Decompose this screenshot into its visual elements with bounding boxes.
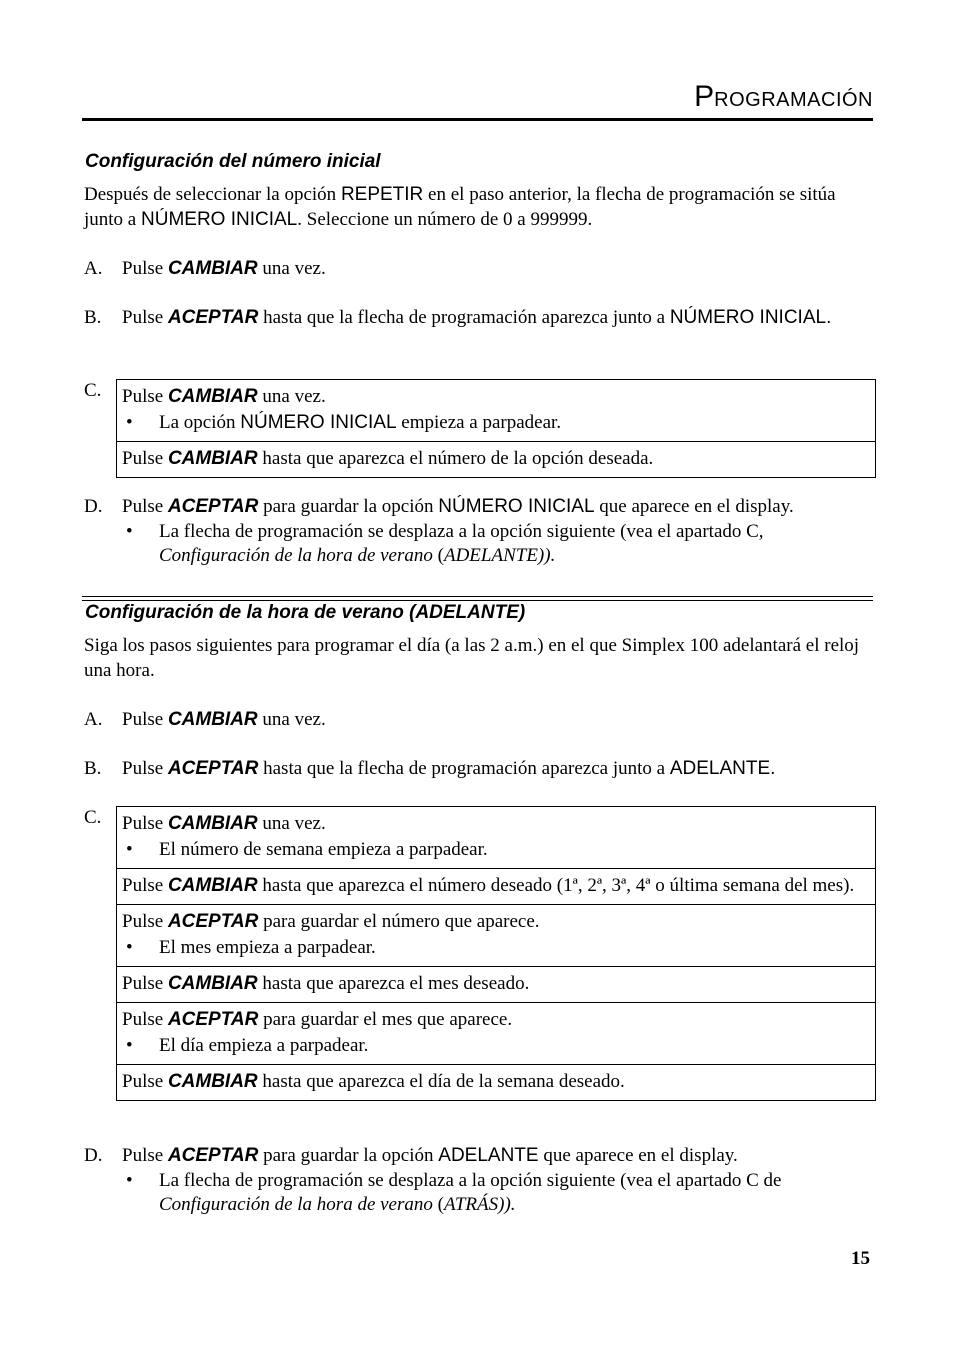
list-item: • El número de semana empieza a parpadear. [122, 837, 872, 863]
section1-step-c-label: C. [84, 380, 102, 401]
box-row: Pulse ACEPTAR para guardar el mes que aparece. • El día empieza a parpadear. [117, 1002, 875, 1064]
section2-step-c-box [116, 806, 876, 1101]
box-row: Pulse ACEPTAR para guardar el número que aparece. • El mes empieza a parpadear. [117, 904, 875, 966]
section1-step-b: B. Pulse ACEPTAR hasta que la flecha de programación aparezca junto a NÚMERO INICIAL. [84, 307, 832, 328]
section2-heading: Configuración de la hora de verano (ADELANTE) [85, 602, 526, 623]
box-row: Pulse CAMBIAR hasta que aparezca el día de la semana deseado. [117, 1064, 875, 1100]
section2-intro: Siga los pasos siguientes para programar el día (a las 2 a.m.) en el que Simplex 100 adelantará el reloj una hora. [84, 635, 860, 681]
section2-step-b: B. Pulse ACEPTAR hasta que la flecha de programación aparezca junto a ADELANTE. [84, 758, 776, 779]
list-item: • La flecha de programación se desplaza a la opción siguiente (vea el apartado C de Configuración de la hora de verano (ATRÁS)). [122, 1169, 874, 1218]
list-item: • La opción NÚMERO INICIAL empieza a parpadear. [122, 410, 872, 436]
box-row: Pulse CAMBIAR una vez. • La opción NÚMERO INICIAL empieza a parpadear. [117, 380, 875, 441]
section1-step-a: A. Pulse CAMBIAR una vez. [84, 258, 326, 279]
page-number: 15 [851, 1248, 870, 1269]
page-header [82, 80, 873, 121]
list-item: • El día empieza a parpadear. [122, 1033, 872, 1059]
box-row: Pulse CAMBIAR hasta que aparezca el número deseado (1ª, 2ª, 3ª, 4ª o última semana del mes). [117, 868, 875, 904]
box-row: Pulse CAMBIAR una vez. • El número de semana empieza a parpadear. [117, 807, 875, 868]
keyword-aceptar: ACEPTAR [167, 307, 259, 328]
list-item: • El mes empieza a parpadear. [122, 935, 872, 961]
box-row: Pulse CAMBIAR hasta que aparezca el mes deseado. [117, 966, 875, 1002]
section2-step-a: A. Pulse CAMBIAR una vez. [84, 709, 326, 730]
box-row: Pulse CAMBIAR hasta que aparezca el número de la opción deseada. [117, 441, 875, 477]
keyword-cambiar: CAMBIAR [167, 258, 258, 279]
section1-heading: Configuración del número inicial [85, 151, 381, 172]
header-title-rest: ROGRAMACIÓN [714, 89, 873, 111]
section2-step-c-label: C. [84, 807, 102, 828]
header-title-initial: P [694, 80, 715, 113]
section-divider [82, 596, 873, 601]
section1-intro: Después de seleccionar la opción REPETIR en el paso anterior, la flecha de programación se sitúa junto a NÚMERO INICIAL. Seleccione un número de 0 a 999999. [84, 184, 836, 230]
section1-step-c-box [116, 379, 876, 478]
list-item: • La flecha de programación se desplaza a la opción siguiente (vea el apartado C, Configuración de la hora de verano (ADELANTE)). [122, 520, 874, 569]
section2-step-d: D. Pulse ACEPTAR para guardar la opción ADELANTE que aparece en el display. • La flecha de programación se desplaza a la opción siguiente (vea el apartado C de Configuración de la hora de verano (ATRÁS)). [84, 1144, 874, 1218]
section1-step-d: D. Pulse ACEPTAR para guardar la opción NÚMERO INICIAL que aparece en el display. • La flecha de programación se desplaza a la opción siguiente (vea el apartado C, Configuración de la hora de verano (ADELANTE)). [84, 495, 874, 569]
